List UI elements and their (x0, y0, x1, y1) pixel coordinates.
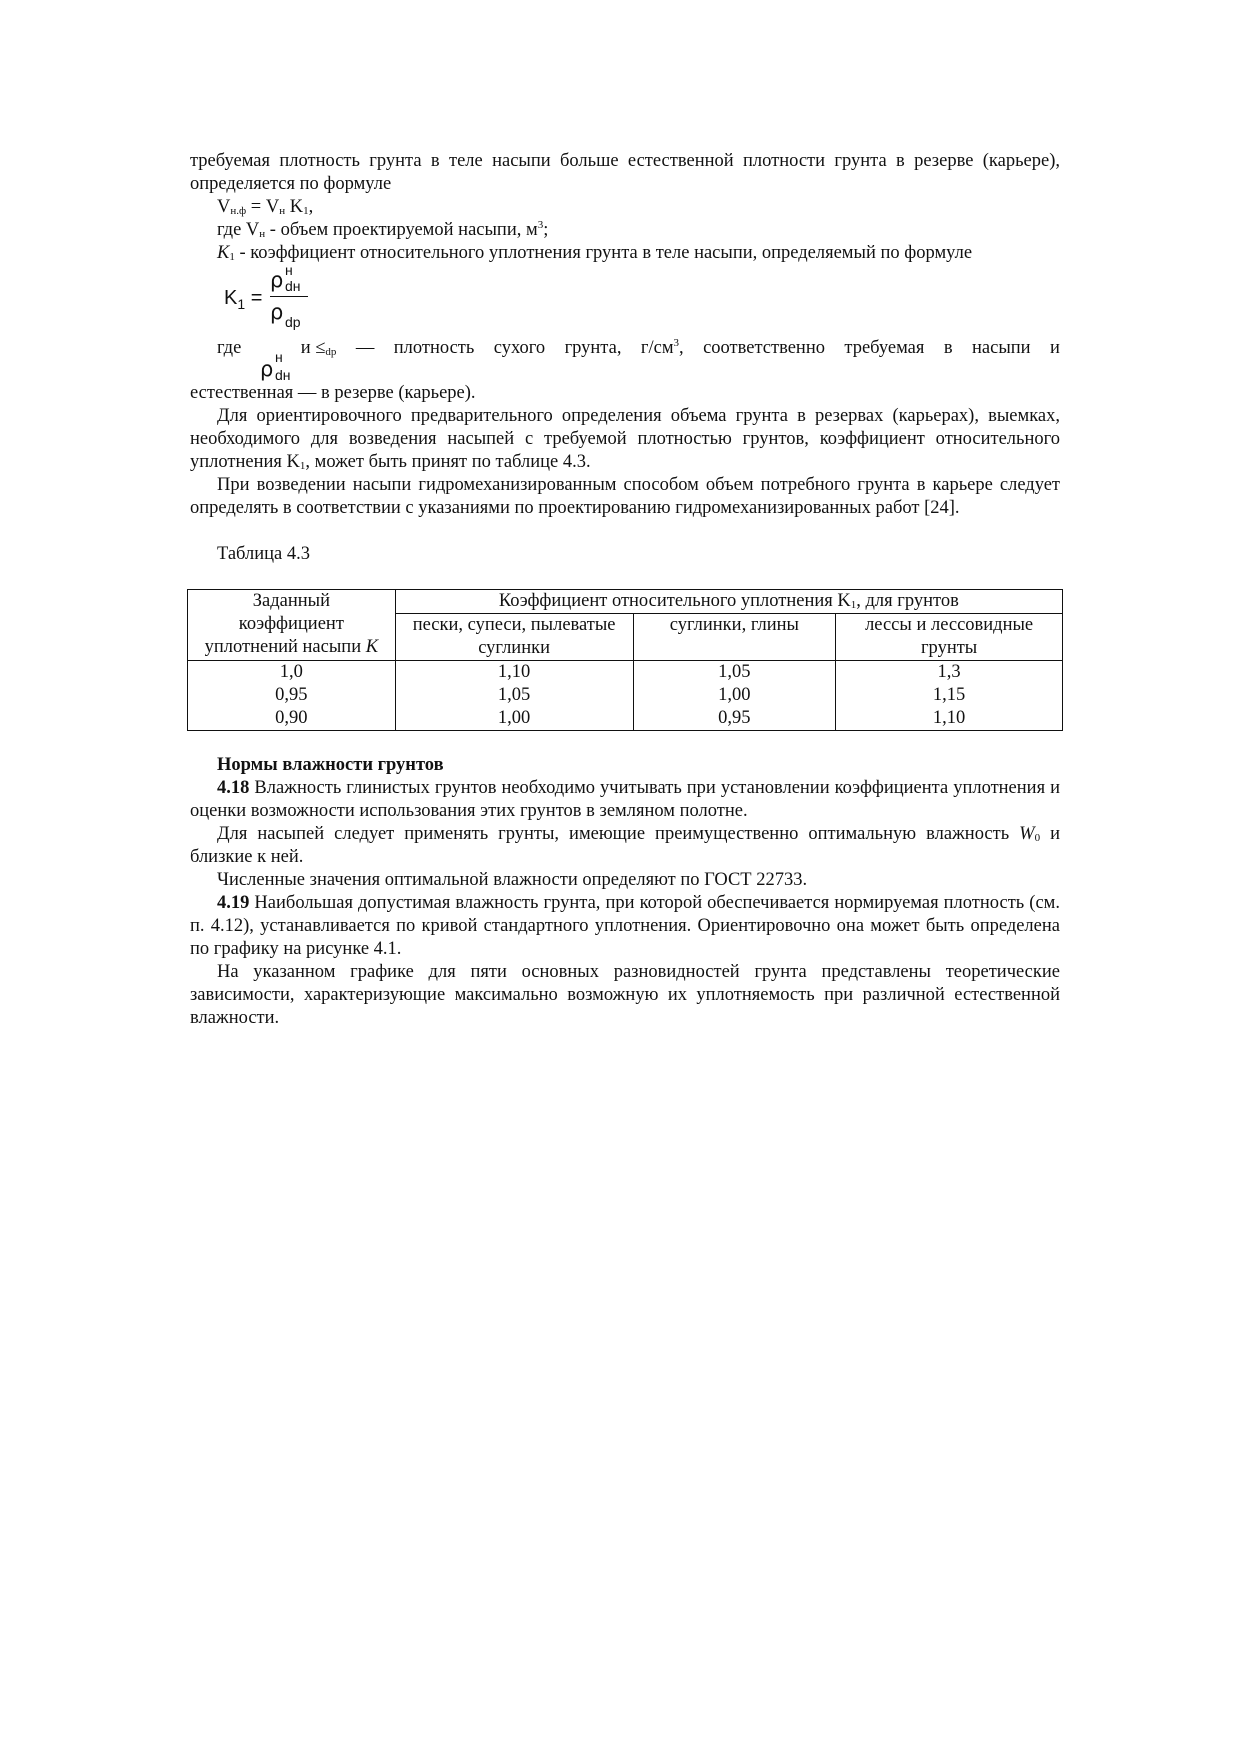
where-rho-word: и (1049, 338, 1060, 358)
document-page (190, 150, 1060, 1030)
where-rho-word: соответственно (703, 338, 825, 358)
where-rho-word: насыпи (972, 338, 1031, 358)
header-col1-text: уплотнений насыпи (204, 637, 362, 657)
table-body-row (188, 661, 1063, 731)
paragraph-gost: Численные значения оптимальной влажности определяют по ГОСТ 22733. (217, 870, 808, 890)
paragraph-natural: естественная — в резерве (карьере). (190, 383, 476, 403)
fill-text-end: и близкие к ней. (190, 824, 1060, 867)
rho-den-sub: dр (285, 314, 301, 330)
paragraph-4-18 (190, 777, 1060, 823)
table-cell: 1,00 (497, 708, 531, 728)
table-cell: 1,10 (497, 662, 531, 682)
formula-v-k-sub: 1 (303, 205, 309, 217)
where-volume (217, 219, 1060, 242)
para2-end: , может быть принят по таблице 4.3. (305, 452, 591, 472)
where-v-sup: 3 (537, 219, 544, 231)
table-cell: 1,05 (718, 662, 751, 682)
table-cell: 1,00 (718, 685, 751, 705)
formula-k1-eq: = (245, 287, 263, 309)
formula-k1-symbol-sub: 1 (237, 296, 246, 312)
formula-k1-lhs (224, 287, 262, 316)
rho-num-sup: н (285, 262, 293, 278)
header-sands: пески, супеси, пылеватые суглинки (395, 614, 633, 661)
paragraph-graph: На указанном графике для пяти основных разновидностей грунта представлены теоретические зависимости, характеризующие максимально возможную их уплотняемость при различной естественной влажности. (190, 962, 1060, 1028)
formula-v-eq: = V (246, 197, 280, 217)
rho-symbol: ρ (270, 268, 284, 292)
table-cell: 1,10 (932, 708, 966, 728)
where-rho-dash: — (355, 338, 375, 358)
table-cell: 1,3 (937, 662, 961, 682)
where-rho-and-text: и ≤ (300, 338, 326, 358)
para2-text: Для ориентировочного предварительного определения объема грунта в резервах (карьерах), выемках, необходимого для возведения насыпей с требуемой плотностью грунтов, коэффициент относительного уплотнения K (190, 406, 1060, 472)
where-rho-word: грунта, (564, 338, 622, 358)
where-v-end: ; (543, 220, 549, 240)
where-v-pre: где V (217, 220, 260, 240)
table-cell: 1,0 (279, 662, 303, 682)
where-rho-word: где (217, 338, 242, 358)
header-given-coefficient (188, 590, 396, 661)
paragraph-approx-volume (190, 405, 1060, 474)
where-rho-unit-text: г/см (640, 338, 674, 358)
rho-num-sub: dн (285, 278, 301, 294)
table-caption: Таблица 4.3 (217, 544, 310, 564)
clause-text: Наибольшая допустимая влажность грунта, при которой обеспечивается нормируемая плотность (см. п. 4.12), устанавливается по кривой стандартного уплотнения. Ориентировочно она может быть определена по графику на рисунке 4.1. (190, 893, 1060, 959)
k1-symbol-sub: 1 (229, 251, 235, 263)
header-loess: лессы и лессовидные грунты (836, 614, 1063, 661)
k1-definition (217, 242, 1060, 265)
paragraph-hydro: При возведении насыпи гидромеханизированным способом объем потребного грунта в карьере следует определять в соответствии с указаниями по проектированию гидромеханизированных работ [24]. (190, 475, 1060, 518)
k1-symbol: K (217, 243, 230, 263)
formula-k1-denominator (270, 301, 308, 331)
header-col1-line: Заданный (252, 591, 330, 611)
header-group-text: Коэффициент относительного уплотнения K (498, 591, 851, 611)
formula-volume (217, 196, 1060, 219)
table-cell: 1,05 (497, 685, 531, 705)
paragraph-4-19 (190, 892, 1060, 961)
where-rho-and (301, 337, 337, 360)
table-cell: 0,95 (275, 685, 308, 705)
formula-v-end: , (308, 197, 314, 217)
formula-v-lhs: V (217, 197, 231, 217)
where-rho-word: сухого (493, 338, 546, 358)
where-v-sub: н (259, 228, 266, 240)
where-rho-line (217, 337, 1060, 360)
where-rho-word: плотность (393, 338, 475, 358)
formula-v-lhs-sub: н.ф (230, 205, 247, 217)
fill-text: Для насыпей следует применять грунты, имеющие преимущественно оптимальную влажность (217, 824, 1020, 844)
clause-number: 4.19 (217, 893, 250, 913)
rho-symbol: ρ (260, 357, 274, 381)
para2-sub: 1 (299, 460, 306, 472)
table-cell-sands (395, 661, 633, 731)
formula-k1-numerator (270, 262, 308, 295)
formula-v-sub: н (279, 205, 286, 217)
header-group-end: , для грунтов (856, 591, 959, 611)
paragraph-density-intro: требуемая плотность грунта в теле насыпи больше естественной плотности грунта в резерве (карьере), определяется по формуле (190, 151, 1060, 194)
header-group (395, 590, 1062, 614)
table-cell-given (188, 661, 396, 731)
where-rho-word: в (943, 338, 953, 358)
rho-symbol: ρ (270, 300, 284, 324)
header-loams: суглинки, глины (633, 614, 836, 661)
table-cell: 1,15 (932, 685, 966, 705)
table-cell: 0,95 (718, 708, 751, 728)
table-cell-loams (633, 661, 836, 731)
header-col1-line: коэффициент (238, 614, 344, 634)
clause-number: 4.18 (217, 778, 250, 798)
table-cell: 0,90 (275, 708, 308, 728)
where-rho-dp-sub: dр (325, 346, 337, 358)
where-rho-word: требуемая (844, 338, 925, 358)
table-cell-loess (836, 661, 1063, 731)
where-rho-unit: $г/см^3$, (640, 337, 684, 358)
formula-k1 (224, 262, 1060, 337)
table-header-row (188, 590, 1063, 614)
fraction-bar (270, 296, 308, 297)
header-group-sub: 1 (850, 599, 857, 611)
paragraph-fill-soils (190, 823, 1060, 869)
section-heading: Нормы влажности грунтов (217, 755, 444, 775)
compaction-table (187, 589, 1063, 731)
header-col1-k: K (365, 637, 379, 657)
k1-definition-text: - коэффициент относительного уплотнения грунта в теле насыпи, определяемый по формуле (234, 243, 973, 263)
where-rho-unit-sup: 3 (673, 337, 680, 349)
clause-text: Влажность глинистых грунтов необходимо учитывать при установлении коэффициента уплотнения и оценки возможности использования этих грунтов в земляном полотне. (190, 778, 1060, 821)
rho-float-sub: dн (275, 367, 291, 383)
formula-v-k: K (285, 197, 304, 217)
header-col1-line (190, 636, 393, 659)
rho-float-sup: н (275, 349, 283, 365)
formula-k1-symbol: K (224, 287, 238, 309)
fill-w-symbol: W (1019, 824, 1035, 844)
fill-w-sub: 0 (1034, 832, 1041, 844)
where-v-text: - объем проектируемой насыпи, м (265, 220, 538, 240)
